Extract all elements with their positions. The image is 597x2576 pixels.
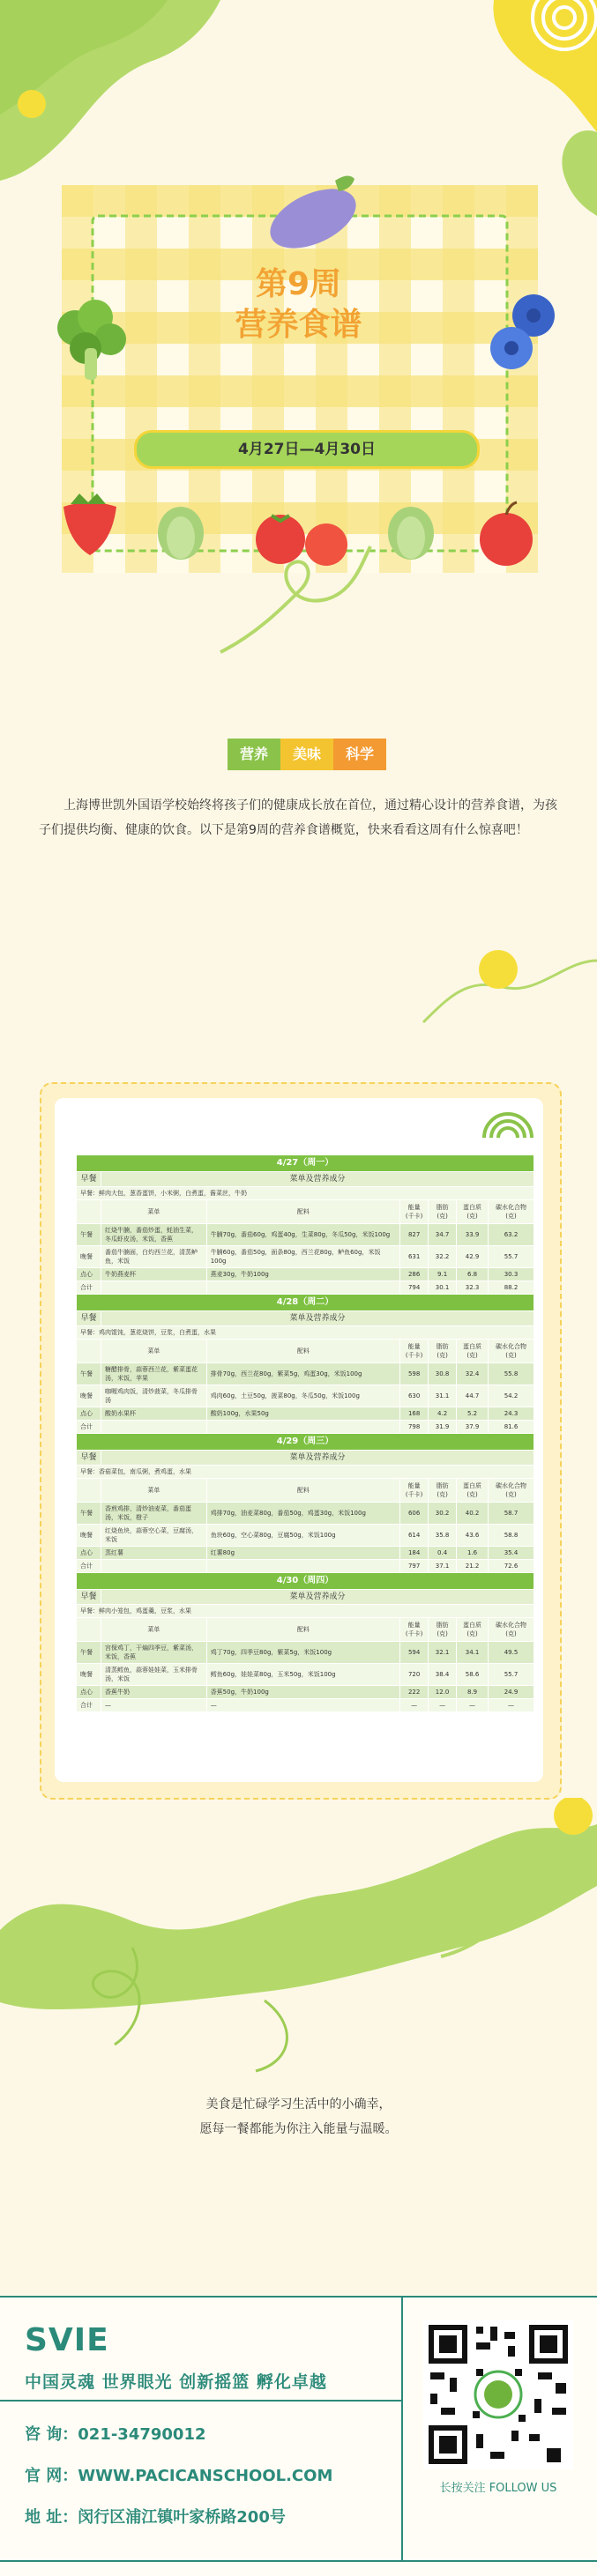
cell-dish	[101, 1560, 206, 1573]
day-subtitle-row	[77, 1451, 534, 1466]
col-meal	[77, 1340, 101, 1363]
meal-row	[77, 1407, 534, 1421]
cell-protein: 21.2	[457, 1560, 489, 1573]
cell-fat: 9.1	[429, 1268, 457, 1281]
cell-meal: 点心	[77, 1547, 101, 1560]
cell-carb: 24.9	[489, 1686, 534, 1699]
cell-ingredients: 鳕鱼60g，娃娃菜80g，玉米50g，米饭100g	[206, 1664, 399, 1686]
col-fat: 脂肪(克)	[429, 1479, 457, 1503]
cell-meal: 点心	[77, 1407, 101, 1421]
day-subtitle: 菜单及营养成分	[101, 1172, 534, 1187]
cell-energy: 631	[400, 1246, 429, 1268]
cell-protein: 34.1	[457, 1642, 489, 1664]
breakfast-text: 早餐：鲜肉大包，葱香蛋饼，小米粥，白煮蛋，酱菜丝，牛奶	[77, 1187, 534, 1200]
col-protein: 蛋白质(克)	[457, 1479, 489, 1503]
col-ingredients: 配料	[206, 1618, 399, 1642]
lettuce-icon	[158, 507, 204, 560]
col-fat: 脂肪(克)	[429, 1340, 457, 1363]
meal-row	[77, 1686, 534, 1699]
col-protein: 蛋白质(克)	[457, 1340, 489, 1363]
cell-energy: —	[400, 1699, 429, 1712]
cell-ingredients: —	[206, 1699, 399, 1712]
cell-fat: 30.1	[429, 1281, 457, 1295]
cell-dish: 红烧鱼块，蒜蓉空心菜，豆腐汤，米饭	[101, 1525, 206, 1547]
cell-protein: 58.6	[457, 1664, 489, 1686]
cell-ingredients: 鸡肉60g，土豆50g，菠菜80g，冬瓜50g，米饭100g	[206, 1385, 399, 1407]
tag-tasty: 美味	[280, 739, 333, 770]
day-subtitle: 菜单及营养成分	[101, 1311, 534, 1326]
cell-protein: 44.7	[457, 1385, 489, 1407]
cell-carb: 58.7	[489, 1503, 534, 1525]
cell-fat: 32.2	[429, 1246, 457, 1268]
breakfast-row	[77, 1466, 534, 1479]
col-dish: 菜单	[101, 1340, 206, 1363]
cell-protein: 32.4	[457, 1363, 489, 1385]
cell-fat: 35.8	[429, 1525, 457, 1547]
cell-meal: 合计	[77, 1421, 101, 1434]
cell-fat: 30.2	[429, 1503, 457, 1525]
yellow-dot-icon	[18, 90, 46, 118]
col-ingredients: 配料	[206, 1340, 399, 1363]
cell-dish: 牛奶燕麦杯	[101, 1268, 206, 1281]
col-energy: 能量(千卡)	[400, 1200, 429, 1224]
cell-carb: 55.7	[489, 1664, 534, 1686]
cell-ingredients: 鱼块60g，空心菜80g，豆腐50g，米饭100g	[206, 1525, 399, 1547]
cell-protein: 8.9	[457, 1686, 489, 1699]
meal-row	[77, 1525, 534, 1547]
cell-meal: 晚餐	[77, 1664, 101, 1686]
breakfast-text: 早餐：香菇菜包，南瓜粥，煮鸡蛋，水果	[77, 1466, 534, 1479]
lettuce-icon-2	[388, 507, 434, 560]
cell-carb: 54.2	[489, 1385, 534, 1407]
cell-carb: 30.3	[489, 1268, 534, 1281]
cell-ingredients: 香蕉50g，牛奶100g	[206, 1686, 399, 1699]
cell-ingredients	[206, 1281, 399, 1295]
meal-row	[77, 1503, 534, 1525]
cell-ingredients: 鸡丁70g，四季豆80g，紫菜5g，米饭100g	[206, 1642, 399, 1664]
day-header-row	[77, 1434, 534, 1451]
cell-ingredients: 排骨70g，西兰花80g，紫菜5g，鸡蛋30g，米饭100g	[206, 1363, 399, 1385]
day-header-row	[77, 1573, 534, 1590]
cell-ingredients: 燕麦30g，牛奶100g	[206, 1268, 399, 1281]
column-header-row	[77, 1200, 534, 1224]
yellow-blob-top-right	[493, 0, 597, 132]
total-row	[77, 1699, 534, 1712]
section-label: 早餐	[77, 1451, 101, 1466]
mid-decoration	[0, 908, 597, 1084]
qr-center-logo	[484, 2380, 512, 2409]
col-energy: 能量(千卡)	[400, 1340, 429, 1363]
cell-carb: 55.7	[489, 1246, 534, 1268]
lower-decoration	[0, 1798, 597, 2080]
day-subtitle-row	[77, 1590, 534, 1605]
cell-dish: 香蕉牛奶	[101, 1686, 206, 1699]
col-protein: 蛋白质(克)	[457, 1618, 489, 1642]
cell-carb: 58.8	[489, 1525, 534, 1547]
cell-carb: 49.5	[489, 1642, 534, 1664]
cell-fat: 37.1	[429, 1560, 457, 1573]
column-header-row	[77, 1618, 534, 1642]
cell-ingredients: 牛腩70g，番茄60g，鸡蛋40g，生菜80g，冬瓜50g，米饭100g	[206, 1224, 399, 1246]
cell-ingredients: 红薯80g	[206, 1547, 399, 1560]
cell-meal: 合计	[77, 1281, 101, 1295]
cell-fat: —	[429, 1699, 457, 1712]
section-label: 早餐	[77, 1172, 101, 1187]
hero-title-line2: 营养食谱	[235, 307, 362, 343]
cell-fat: 4.2	[429, 1407, 457, 1421]
hero-title	[0, 264, 597, 345]
footer-top-line	[0, 2296, 597, 2298]
school-logo: SVIE	[25, 2322, 109, 2358]
section-label: 早餐	[77, 1590, 101, 1605]
column-header-row	[77, 1340, 534, 1363]
day-date: 4/28（周二）	[77, 1295, 534, 1311]
cell-dish: 番茄牛腩面，白灼西兰花，清蒸鲈鱼，米饭	[101, 1246, 206, 1268]
cell-meal: 合计	[77, 1699, 101, 1712]
cell-carb: —	[489, 1699, 534, 1712]
col-ingredients: 配料	[206, 1200, 399, 1224]
col-ingredients: 配料	[206, 1479, 399, 1503]
meal-row	[77, 1363, 534, 1385]
meal-row	[77, 1224, 534, 1246]
cell-meal: 午餐	[77, 1224, 101, 1246]
cell-meal: 午餐	[77, 1503, 101, 1525]
cell-meal: 午餐	[77, 1642, 101, 1664]
hero-title-line1: 第9周	[255, 266, 342, 302]
cell-fat: 12.0	[429, 1686, 457, 1699]
cell-meal: 午餐	[77, 1363, 101, 1385]
cell-meal: 晚餐	[77, 1525, 101, 1547]
day-subtitle-row	[77, 1311, 534, 1326]
cell-meal: 点心	[77, 1268, 101, 1281]
tag-science: 科学	[333, 739, 386, 770]
cell-protein: 42.9	[457, 1246, 489, 1268]
qr-code-icon[interactable]	[423, 2320, 573, 2469]
cell-dish: 清蒸鳕鱼，蒜蓉娃娃菜，玉米排骨汤，米饭	[101, 1664, 206, 1686]
cell-carb: 35.4	[489, 1547, 534, 1560]
col-meal	[77, 1200, 101, 1224]
meal-row	[77, 1664, 534, 1686]
breakfast-row	[77, 1326, 534, 1340]
yellow-dot-icon-2	[479, 950, 518, 989]
cell-energy: 797	[400, 1560, 429, 1573]
breakfast-text: 早餐：鸡肉馄饨，葱花烧饼，豆浆，白煮蛋，水果	[77, 1326, 534, 1340]
cell-carb: 24.3	[489, 1407, 534, 1421]
school-slogan: 中国灵魂 世界眼光 创新摇篮 孵化卓越	[25, 2372, 327, 2392]
cell-ingredients: 牛腩60g，番茄50g，面条80g，西兰花80g，鲈鱼60g，米饭100g	[206, 1246, 399, 1268]
cell-energy: 184	[400, 1547, 429, 1560]
weekly-menu-table	[76, 1154, 534, 1712]
day-date: 4/29（周三）	[77, 1434, 534, 1451]
contact-website[interactable]: 官 网：WWW.PACICANSCHOOL.COM	[25, 2467, 333, 2485]
cell-dish: 香煎鸡排，清炒油麦菜，番茄蛋汤，米饭，橙子	[101, 1503, 206, 1525]
intro-paragraph: 上海博世凯外国语学校始终将孩子们的健康成长放在首位，通过精心设计的营养食谱，为孩子们提供均衡、健康的饮食。以下是第9周的营养食谱概览，快来看看这周有什么惊喜吧！	[39, 798, 557, 837]
meal-row	[77, 1268, 534, 1281]
cell-dish: 红烧牛腩，番茄炒蛋，蚝油生菜，冬瓜虾皮汤，米饭，香蕉	[101, 1224, 206, 1246]
cell-protein: 43.6	[457, 1525, 489, 1547]
cell-energy: 614	[400, 1525, 429, 1547]
closing-line2: 愿每一餐都能为你注入能量与温暖。	[199, 2122, 398, 2136]
cell-protein: —	[457, 1699, 489, 1712]
menu-table-body	[77, 1155, 534, 1712]
day-date: 4/30（周四）	[77, 1573, 534, 1590]
cell-protein: 33.9	[457, 1224, 489, 1246]
cell-energy: 594	[400, 1642, 429, 1664]
cell-protein: 40.2	[457, 1503, 489, 1525]
breakfast-text: 早餐：鲜肉小笼包，鸡蛋羹，豆浆，水果	[77, 1605, 534, 1618]
meal-row	[77, 1642, 534, 1664]
cell-ingredients: 酸奶100g，水果50g	[206, 1407, 399, 1421]
col-carb: 碳水化合物(克)	[489, 1479, 534, 1503]
footer-vertical-divider	[401, 2296, 403, 2562]
footer-divider	[0, 2400, 401, 2402]
cell-meal: 晚餐	[77, 1246, 101, 1268]
cell-carb: 72.6	[489, 1560, 534, 1573]
breakfast-row	[77, 1605, 534, 1618]
cell-carb: 81.6	[489, 1421, 534, 1434]
total-row	[77, 1560, 534, 1573]
cell-protein: 32.3	[457, 1281, 489, 1295]
col-carb: 碳水化合物(克)	[489, 1340, 534, 1363]
tag-group	[228, 739, 386, 770]
cell-energy: 794	[400, 1281, 429, 1295]
meal-row	[77, 1547, 534, 1560]
section-label: 早餐	[77, 1311, 101, 1326]
cell-ingredients: 鸡排70g，油麦菜80g，番茄50g，鸡蛋30g，米饭100g	[206, 1503, 399, 1525]
qr-caption: 长按关注 FOLLOW US	[439, 2482, 557, 2495]
col-carb: 碳水化合物(克)	[489, 1200, 534, 1224]
meal-row	[77, 1385, 534, 1407]
cell-fat: 31.9	[429, 1421, 457, 1434]
closing-message	[0, 2092, 597, 2142]
col-fat: 脂肪(克)	[429, 1618, 457, 1642]
cell-dish: 蒸红薯	[101, 1547, 206, 1560]
cell-fat: 34.7	[429, 1224, 457, 1246]
cell-carb: 88.2	[489, 1281, 534, 1295]
day-subtitle: 菜单及营养成分	[101, 1451, 534, 1466]
cell-carb: 55.8	[489, 1363, 534, 1385]
day-date: 4/27（周一）	[77, 1155, 534, 1172]
cell-energy: 606	[400, 1503, 429, 1525]
cell-fat: 31.1	[429, 1385, 457, 1407]
cell-protein: 6.8	[457, 1268, 489, 1281]
total-row	[77, 1421, 534, 1434]
col-protein: 蛋白质(克)	[457, 1200, 489, 1224]
cell-ingredients	[206, 1560, 399, 1573]
cell-energy: 827	[400, 1224, 429, 1246]
cell-fat: 0.4	[429, 1547, 457, 1560]
tag-nutrition: 营养	[228, 739, 280, 770]
cell-energy: 798	[400, 1421, 429, 1434]
col-energy: 能量(千卡)	[400, 1618, 429, 1642]
contact-address: 地 址：闵行区浦江镇叶家桥路200号	[25, 2508, 286, 2527]
day-header-row	[77, 1155, 534, 1172]
meal-row	[77, 1246, 534, 1268]
col-dish: 菜单	[101, 1618, 206, 1642]
cell-protein: 5.2	[457, 1407, 489, 1421]
cell-energy: 286	[400, 1268, 429, 1281]
total-row	[77, 1281, 534, 1295]
col-dish: 菜单	[101, 1479, 206, 1503]
day-subtitle: 菜单及营养成分	[101, 1590, 534, 1605]
cell-meal: 晚餐	[77, 1385, 101, 1407]
day-subtitle-row	[77, 1172, 534, 1187]
cell-ingredients	[206, 1421, 399, 1434]
column-header-row	[77, 1479, 534, 1503]
rainbow-icon	[481, 1106, 535, 1141]
col-energy: 能量(千卡)	[400, 1479, 429, 1503]
cell-dish: 宫保鸡丁，干煸四季豆，紫菜汤，米饭，香蕉	[101, 1642, 206, 1664]
cell-meal: 点心	[77, 1686, 101, 1699]
closing-line1: 美食是忙碌学习生活中的小确幸，	[205, 2097, 392, 2112]
cell-carb: 63.2	[489, 1224, 534, 1246]
contact-phone: 咨 询：021-34790012	[25, 2425, 206, 2444]
cell-fat: 38.4	[429, 1664, 457, 1686]
cell-energy: 168	[400, 1407, 429, 1421]
cell-protein: 37.9	[457, 1421, 489, 1434]
col-carb: 碳水化合物(克)	[489, 1618, 534, 1642]
menu-table	[76, 1154, 534, 1712]
cell-dish	[101, 1281, 206, 1295]
cell-energy: 598	[400, 1363, 429, 1385]
cell-energy: 720	[400, 1664, 429, 1686]
cell-dish: 酸奶水果杯	[101, 1407, 206, 1421]
col-meal	[77, 1618, 101, 1642]
cell-meal: 合计	[77, 1560, 101, 1573]
cell-protein: 1.6	[457, 1547, 489, 1560]
breakfast-row	[77, 1187, 534, 1200]
cell-dish	[101, 1421, 206, 1434]
col-dish: 菜单	[101, 1200, 206, 1224]
cell-fat: 30.8	[429, 1363, 457, 1385]
cell-dish: 咖喱鸡肉饭，清炒菠菜，冬瓜排骨汤	[101, 1385, 206, 1407]
cell-fat: 32.1	[429, 1642, 457, 1664]
col-fat: 脂肪(克)	[429, 1200, 457, 1224]
date-range-banner: 4月27日—4月30日	[134, 430, 480, 469]
footer-bottom-line	[0, 2560, 597, 2562]
cell-dish: 糖醋排骨，蒜蓉西兰花，紫菜蛋花汤，米饭，苹果	[101, 1363, 206, 1385]
cell-energy: 222	[400, 1686, 429, 1699]
col-meal	[77, 1479, 101, 1503]
cell-dish: —	[101, 1699, 206, 1712]
day-header-row	[77, 1295, 534, 1311]
cell-energy: 630	[400, 1385, 429, 1407]
